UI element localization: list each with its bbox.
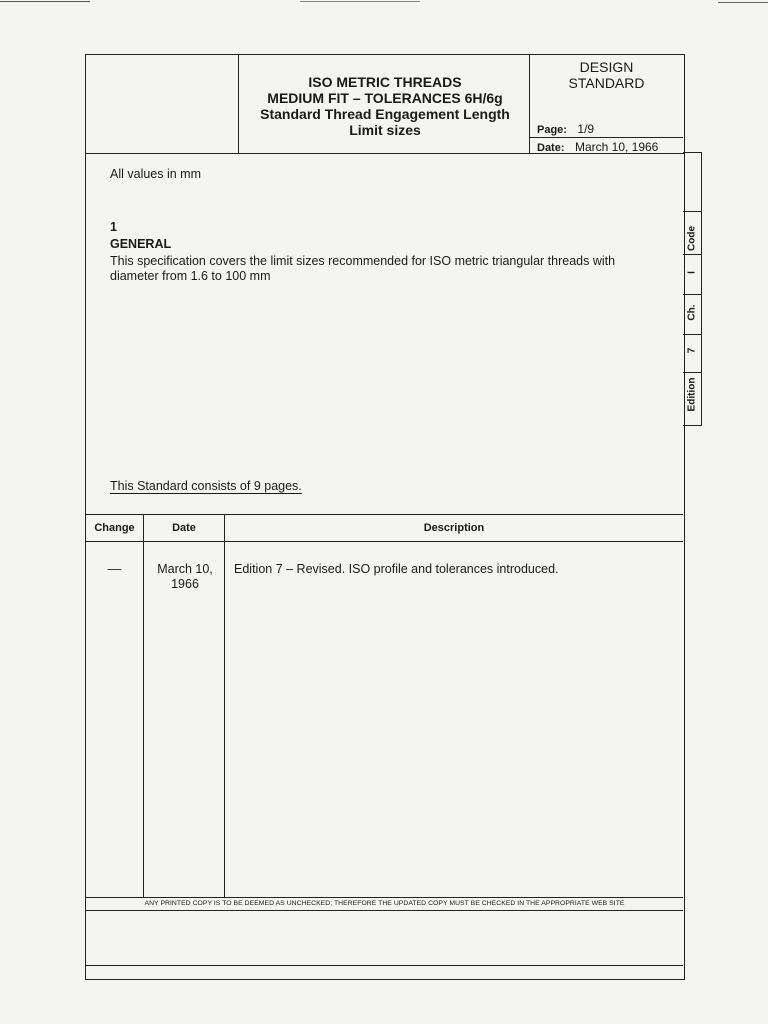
col-header-change: Change (94, 522, 135, 534)
scan-edge-top-mid (300, 1, 420, 2)
section-number: 1 (110, 220, 117, 234)
design-standard-label (530, 59, 683, 91)
table-header-bottom (85, 541, 683, 542)
design-line-2: STANDARD (568, 75, 645, 91)
document-frame (85, 54, 685, 980)
tab-code-value: I (686, 271, 698, 274)
col-header-date: Date (172, 522, 196, 534)
section-text-line-1: This specification covers the limit sizes recommended for ISO metric triangular threads with (110, 254, 616, 268)
footer-lower-line (85, 965, 683, 966)
date-field (537, 138, 658, 156)
col-header-description: Description (423, 522, 485, 534)
row-date-line-1: March 10, (157, 562, 213, 576)
title-line-2: MEDIUM FIT – TOLERANCES 6H/6g (267, 90, 503, 106)
row-change: –– (107, 562, 122, 576)
footer-notice: ANY PRINTED COPY IS TO BE DEEMED AS UNCHECKED; THEREFORE THE UPDATED COPY MUST BE CHECKED IN THE APPROPRIATE WEB SITE (144, 900, 625, 907)
table-top-line (85, 514, 683, 515)
footer-notice-bottom (85, 910, 683, 911)
page-label: Page: (537, 124, 567, 136)
page-value: 1/9 (577, 122, 595, 136)
date-label: Date: (537, 142, 565, 154)
section-text-line-2: diameter from 1.6 to 100 mm (110, 269, 271, 283)
tab-edition-label: Edition (686, 377, 698, 412)
section-title: GENERAL (110, 237, 172, 251)
page-field (537, 120, 594, 138)
section-text (110, 254, 675, 284)
title-line-4: Limit sizes (349, 122, 421, 138)
row-description: Edition 7 – Revised. ISO profile and tolerances introduced. (234, 562, 559, 576)
title-line-3: Standard Thread Engagement Length (260, 106, 510, 122)
units-note: All values in mm (110, 167, 201, 181)
tab-code-label: Code (686, 226, 698, 251)
date-value: March 10, 1966 (574, 140, 659, 154)
tab-chapter-value: 7 (686, 347, 698, 354)
footer-top-line (85, 897, 683, 898)
row-date (144, 562, 226, 592)
row-date-line-2: 1966 (171, 577, 199, 591)
scan-edge-top-right (718, 2, 768, 3)
scan-edge-top-left (0, 1, 90, 2)
tab-chapter-label: Ch. (686, 304, 698, 321)
design-line-1: DESIGN (579, 59, 634, 75)
side-tab (683, 152, 702, 426)
pages-note: This Standard consists of 9 pages. (110, 479, 302, 493)
title-line-1: ISO METRIC THREADS (308, 74, 462, 90)
header-divider-left (238, 54, 239, 154)
document-title (240, 74, 530, 138)
